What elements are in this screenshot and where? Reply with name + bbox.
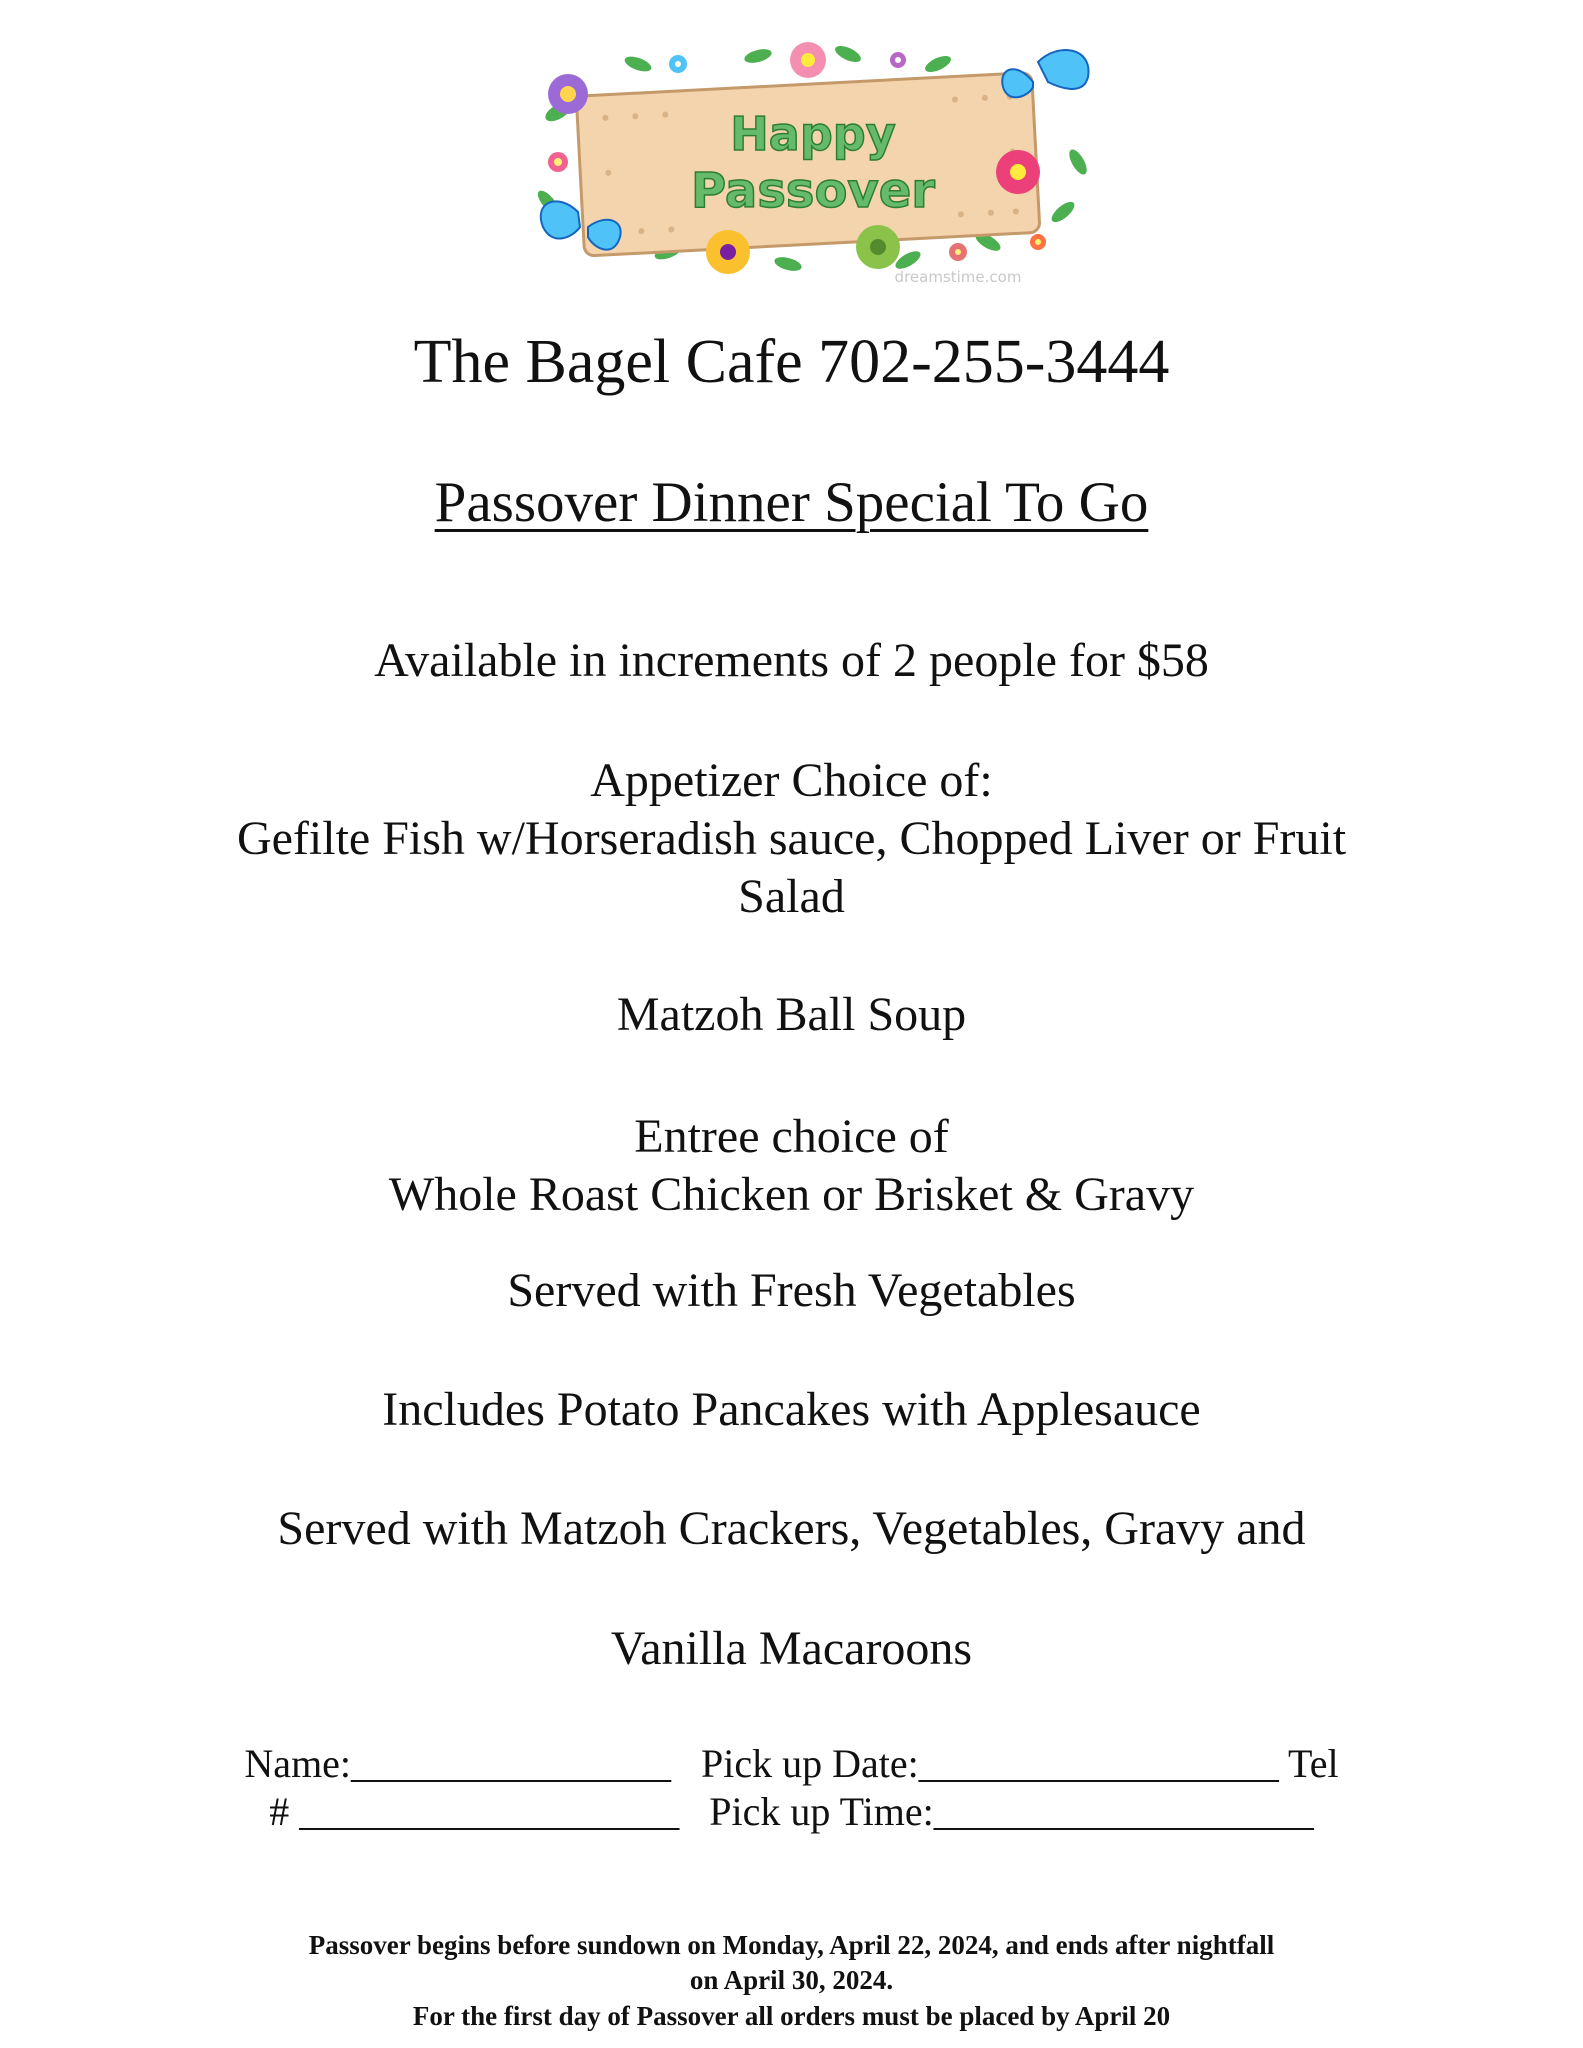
menu-subtitle: Passover Dinner Special To Go [434, 471, 1149, 534]
footer-dates-line2: on April 30, 2024. [689, 1965, 894, 1995]
appetizer-options-line1: Gefilte Fish w/Horseradish sauce, Chopped Liver or Fruit [236, 812, 1347, 865]
dessert-text: Vanilla Macaroons [610, 1622, 973, 1675]
potato-text: Includes Potato Pancakes with Applesauce [382, 1383, 1201, 1436]
happy-passover-banner [518, 42, 1108, 292]
banner-watermark: dreamstime.com [894, 268, 1022, 286]
soup-text: Matzoh Ball Soup [616, 988, 967, 1041]
entree-options: Whole Roast Chicken or Brisket & Gravy [388, 1168, 1195, 1221]
order-form-line1: Name:________________ Pick up Date:__________________ Tel [244, 1741, 1339, 1786]
appetizer-heading: Appetizer Choice of: [590, 754, 993, 807]
banner-passover-text: Passover [691, 163, 935, 219]
footer-order-deadline: For the first day of Passover all orders must be placed by April 20 [412, 2001, 1171, 2031]
entree-heading: Entree choice of [634, 1110, 949, 1163]
footer-dates-line1: Passover begins before sundown on Monday, April 22, 2024, and ends after nightfall [308, 1930, 1275, 1960]
appetizer-options-line2: Salad [738, 870, 845, 923]
matzoh-text: Served with Matzoh Crackers, Vegetables, Gravy and [277, 1502, 1306, 1555]
page-title: The Bagel Cafe 702-255-3444 [413, 328, 1170, 396]
order-form-line2: # ___________________ Pick up Time:___________________ [269, 1789, 1314, 1834]
vegetables-text: Served with Fresh Vegetables [507, 1264, 1076, 1317]
banner-happy-text: Happy [730, 107, 896, 161]
availability-text: Available in increments of 2 people for $58 [374, 634, 1209, 687]
